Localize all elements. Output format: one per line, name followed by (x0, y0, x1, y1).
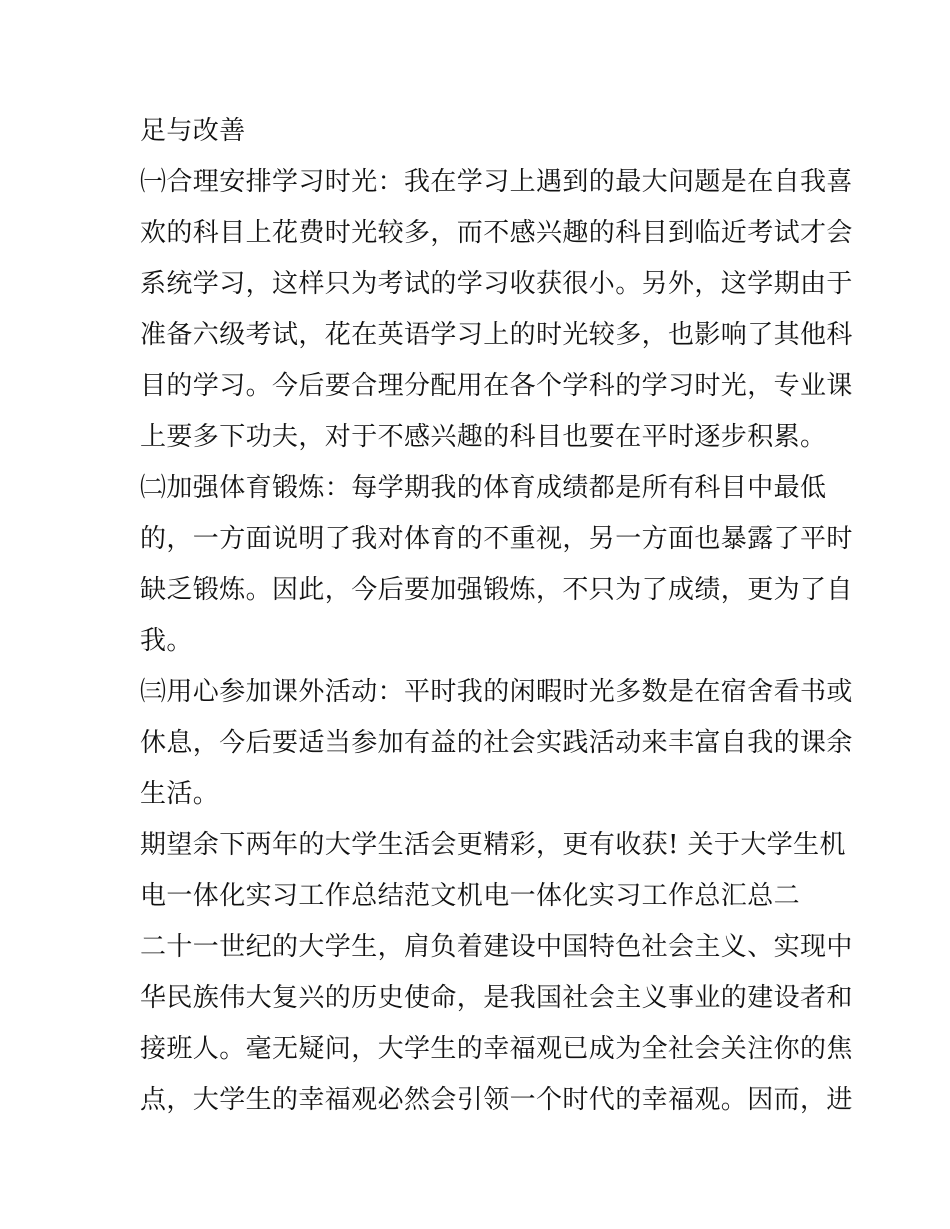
text-line: 我。 (140, 626, 193, 656)
text-line: 接班人。毫无疑问，大学生的幸福观已成为全社会关注你的焦 (140, 1034, 853, 1064)
text-line: 电一体化实习工作总结范文机电一体化实习工作总汇总二 (140, 881, 801, 911)
text-line: 足与改善 (140, 116, 246, 146)
text-line: ㈢用心参加课外活动：平时我的闲暇时光多数是在宿舍看书或 (140, 677, 853, 707)
text-line: ㈡加强体育锻炼：每学期我的体育成绩都是所有科目中最低 (140, 473, 827, 503)
text-line: 期望余下两年的大学生活会更精彩，更有收获! 关于大学生机 (140, 830, 846, 860)
text-line: 休息，今后要适当参加有益的社会实践活动来丰富自我的课余 (140, 728, 853, 758)
text-line: 准备六级考试，花在英语学习上的时光较多，也影响了其他科 (140, 320, 853, 350)
text-line: 上要多下功夫，对于不感兴趣的科目也要在平时逐步积累。 (140, 422, 827, 452)
text-line: 缺乏锻炼。因此，今后要加强锻炼，不只为了成绩，更为了自 (140, 575, 853, 605)
text-line: 系统学习，这样只为考试的学习收获很小。另外，这学期由于 (140, 269, 853, 299)
text-line: 点，大学生的幸福观必然会引领一个时代的幸福观。因而，进 (140, 1085, 853, 1115)
document-body (140, 106, 853, 1126)
text-line: 生活。 (140, 779, 220, 809)
text-line: 目的学习。今后要合理分配用在各个学科的学习时光，专业课 (140, 371, 853, 401)
text-line: 欢的科目上花费时光较多，而不感兴趣的科目到临近考试才会 (140, 218, 853, 248)
text-line: 的，一方面说明了我对体育的不重视，另一方面也暴露了平时 (140, 524, 853, 554)
text-line: 华民族伟大复兴的历史使命，是我国社会主义事业的建设者和 (140, 983, 853, 1013)
text-line: ㈠合理安排学习时光：我在学习上遇到的最大问题是在自我喜 (140, 167, 853, 197)
text-line: 二十一世纪的大学生，肩负着建设中国特色社会主义、实现中 (140, 932, 853, 962)
